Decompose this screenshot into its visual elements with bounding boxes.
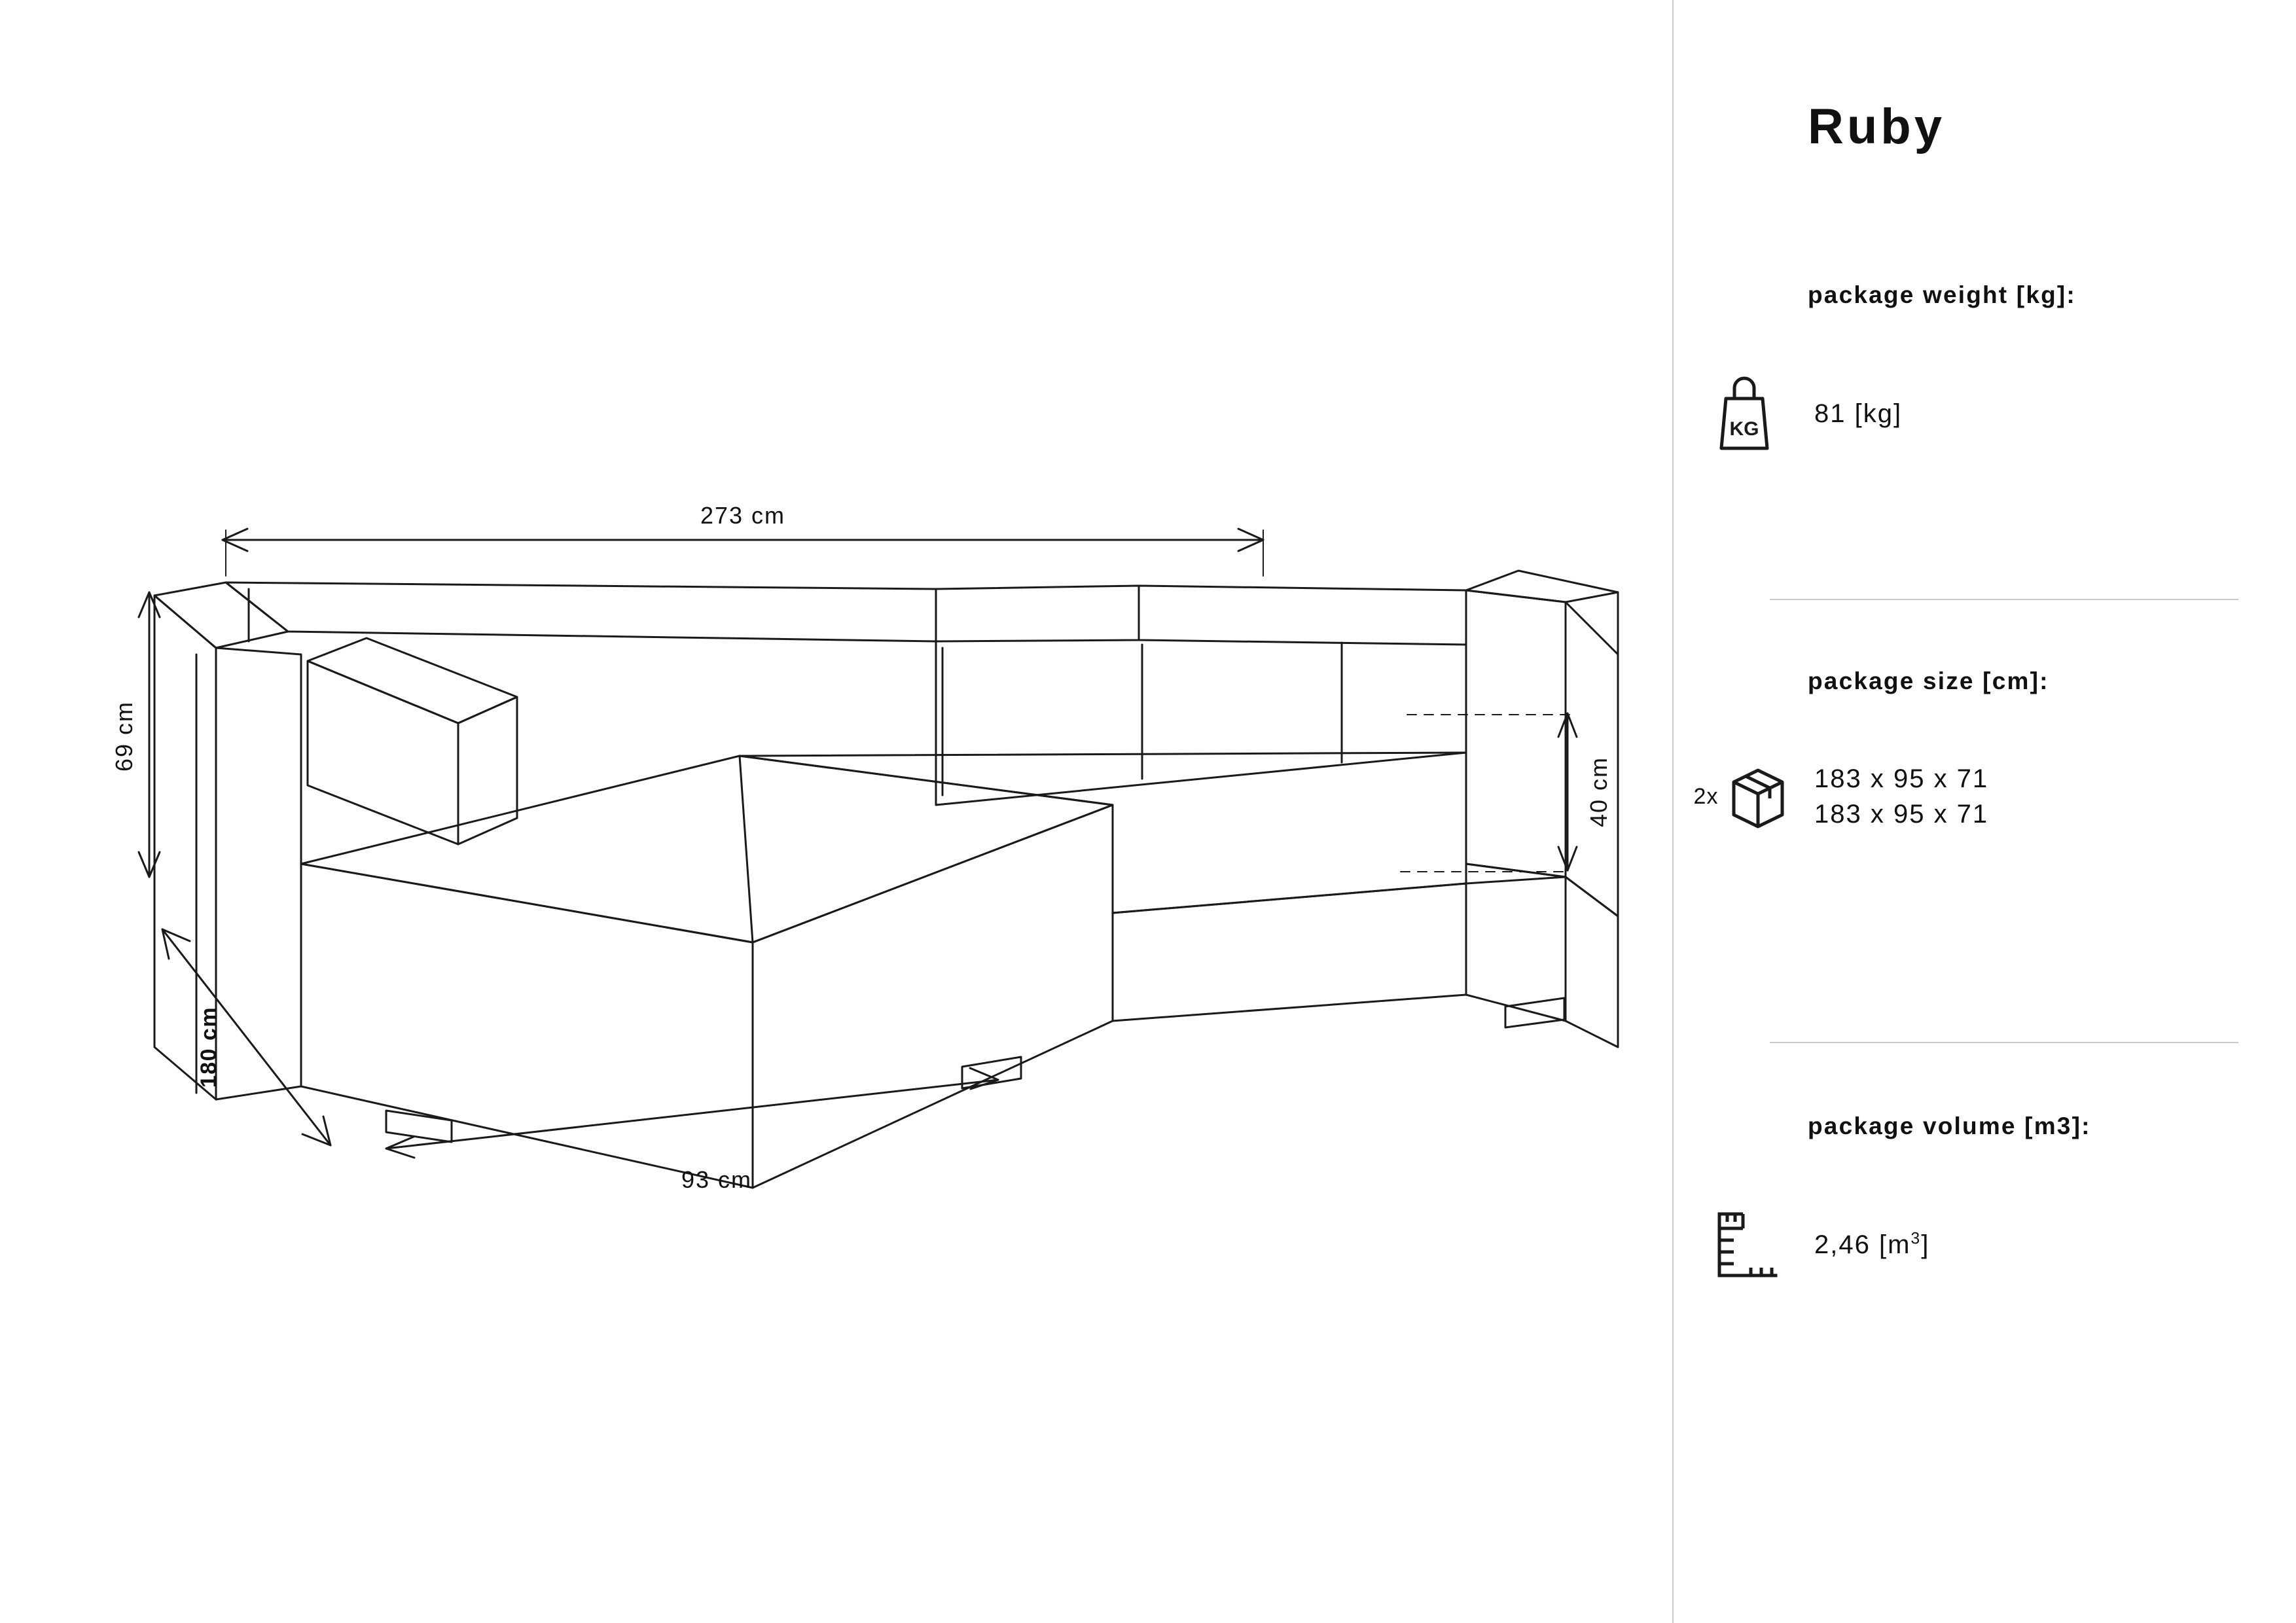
- spec-block-volume: [1674, 1113, 2296, 1287]
- sofa-back-mid: [936, 586, 1139, 641]
- sofa-right-arm-bottom-top: [1466, 864, 1566, 877]
- dim-seatdepth-label: 93 cm: [681, 1166, 753, 1193]
- dim-depth-line: [162, 929, 331, 1145]
- sofa-left-arm-inner: [216, 648, 301, 1099]
- package-box-icon: [1722, 757, 1794, 836]
- spec-separator-2: [1770, 1042, 2238, 1043]
- spec-heading-size: package size [cm]:: [1808, 668, 2049, 694]
- spec-heading-volume: package volume [m3]:: [1808, 1113, 2091, 1139]
- svg-text:KG: KG: [1729, 418, 1759, 440]
- spec-value-volume-tail: ]: [1921, 1230, 1930, 1259]
- long-base-right-side: [1566, 877, 1618, 1047]
- ruler-icon: [1674, 1202, 1814, 1287]
- dim-width-label: 273 cm: [700, 502, 786, 529]
- dim-seatheight-label: 40 cm: [1585, 756, 1612, 828]
- sofa-back-top: [226, 582, 936, 641]
- spec-value-volume-sup: 3: [1910, 1230, 1922, 1248]
- long-seat-front: [1113, 883, 1466, 1021]
- spec-row-size: [1674, 757, 2296, 836]
- spec-row-weight: [1674, 371, 2296, 456]
- sofa-back-right: [1139, 586, 1466, 645]
- spec-value-size-line2: 183 x 95 x 71: [1814, 800, 1989, 829]
- dim-seatdepth-line: [386, 1080, 998, 1149]
- package-count-label: 2x: [1693, 783, 1719, 809]
- page-title: Ruby: [1808, 99, 1945, 154]
- spec-block-size: [1674, 668, 2296, 836]
- spec-value-weight: 81 [kg]: [1814, 399, 1903, 428]
- chaise-cushion-seam: [740, 756, 753, 942]
- specification-pane: [1674, 0, 2296, 1623]
- sofa-right-arm-outer: [1466, 590, 1566, 877]
- spec-heading-weight: package weight [kg]:: [1808, 281, 2076, 308]
- spec-value-size: [1814, 761, 1988, 832]
- spec-value-volume-main: 2,46 [m: [1814, 1230, 1911, 1259]
- chaise-side-body: [753, 805, 1113, 1188]
- sofa-right-arm-top: [1466, 571, 1618, 602]
- package-weight-icon: [1674, 371, 1814, 456]
- sofa-back-inner-panel: [936, 641, 1466, 805]
- spec-row-volume: [1674, 1202, 2296, 1287]
- chaise-front-body: [301, 864, 753, 1188]
- spec-value-volume: [1814, 1227, 1929, 1262]
- dim-depth-label: 180 cm: [196, 1006, 221, 1088]
- spec-value-size-line1: 183 x 95 x 71: [1814, 764, 1989, 793]
- foot-front-left: [386, 1111, 452, 1142]
- package-size-icon-group: [1674, 757, 1814, 836]
- chaise-seat-top: [301, 756, 1113, 942]
- spec-separator-1: [1770, 599, 2238, 600]
- dim-height-label: 69 cm: [111, 700, 137, 772]
- spec-block-weight: [1674, 281, 2296, 456]
- back-cushion-left: [308, 661, 458, 844]
- long-seat-top: [740, 753, 1466, 913]
